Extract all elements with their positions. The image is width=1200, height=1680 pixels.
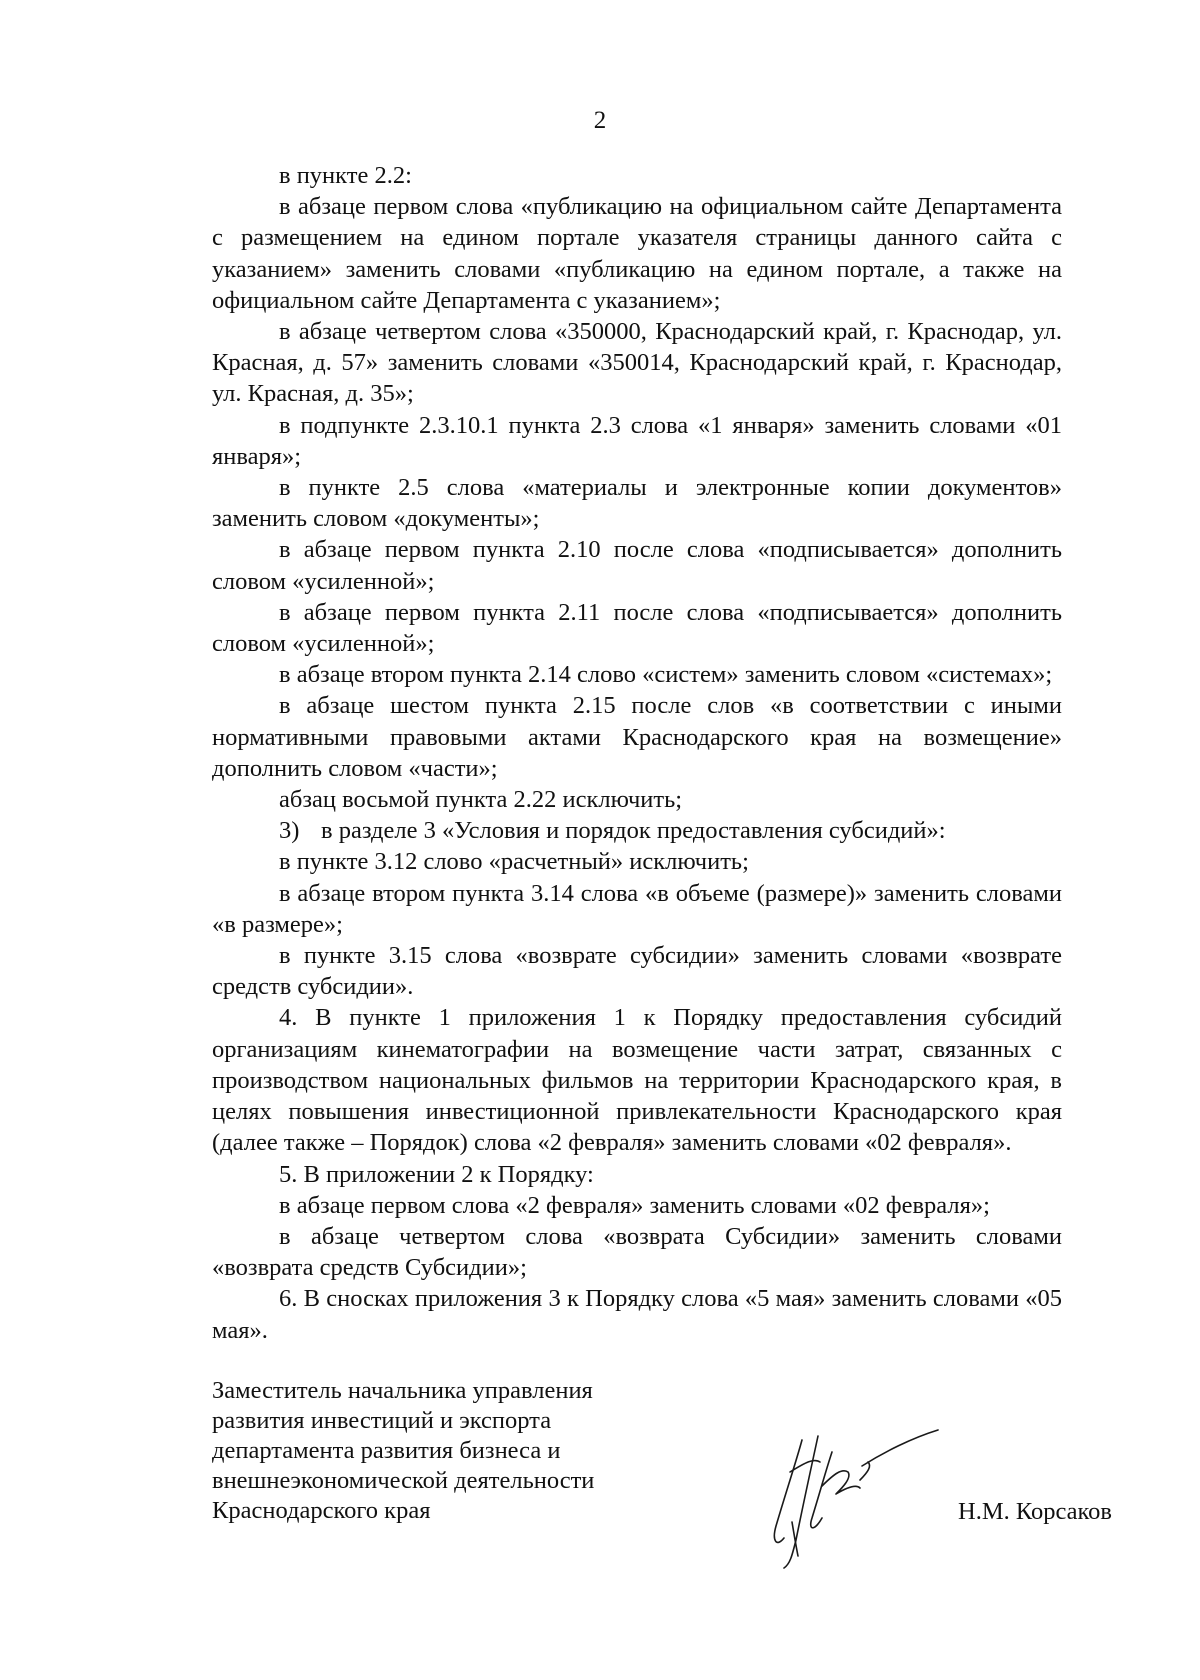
paragraph: в абзаце шестом пункта 2.15 после слов «в соответствии с иными нормативными правовыми актами Краснодарского края на возмещение» дополнить словом «части»;	[212, 692, 1062, 782]
paragraph: абзац восьмой пункта 2.22 исключить;	[279, 786, 683, 814]
paragraph: в абзаце первом слова «публикацию на официальном сайте Департамента с размещением на едином портале указателя страницы данного сайта с указанием» заменить словами «публикацию на едином портале, а также на официальном сайте Департамента с указанием»;	[212, 193, 1062, 314]
page-number: 2	[593, 107, 607, 134]
paragraph: в абзаце втором пункта 3.14 слова «в объеме (размере)» заменить словами «в размере»;	[212, 879, 1062, 938]
paragraph: в подпункте 2.3.10.1 пункта 2.3 слова «1 января» заменить словами «01 января»;	[212, 411, 1062, 470]
signer-position-line: развития инвестиций и экспорта	[212, 1407, 552, 1434]
paragraph: 4. В пункте 1 приложения 1 к Порядку предоставления субсидий организациям кинематографии на возмещение части затрат, связанных с производством национальных фильмов на территории Краснодарского края, в целях повышения инвестиционной привлекательности Краснодарского края (далее также – Порядок) слова «2 февраля» заменить словами «02 февраля».	[212, 1004, 1062, 1157]
list-item-text: в разделе 3 «Условия и порядок предоставления субсидий»:	[321, 817, 946, 845]
list-item-section-3	[212, 815, 1062, 846]
paragraph: в пункте 2.2:	[279, 162, 412, 189]
signer-position-line: внешнеэкономической деятельности	[212, 1467, 595, 1494]
signer-position-line: департамента развития бизнеса и	[212, 1437, 561, 1464]
signer-name: Н.М. Корсаков	[958, 1498, 1112, 1525]
paragraph: в пункте 2.5 слова «материалы и электронные копии документов» заменить словом «документы»;	[212, 474, 1062, 533]
paragraph: 6. В сносках приложения 3 к Порядку слова «5 мая» заменить словами «05 мая».	[212, 1285, 1062, 1344]
signer-position-line: Заместитель начальника управления	[212, 1377, 593, 1404]
handwritten-signature	[762, 1422, 942, 1572]
signer-position	[212, 1376, 692, 1526]
paragraph: в пункте 3.12 слово «расчетный» исключить;	[279, 848, 749, 876]
paragraph: в абзаце четвертом слова «350000, Краснодарский край, г. Краснодар, ул. Красная, д. 57» заменить словами «350014, Краснодарский край, г. Краснодар, ул. Красная, д. 35»;	[212, 318, 1062, 408]
document-body	[212, 160, 1062, 1346]
signer-position-line: Краснодарского края	[212, 1497, 431, 1524]
paragraph: 5. В приложении 2 к Порядку:	[279, 1160, 594, 1188]
paragraph: в абзаце втором пункта 2.14 слово «систем» заменить словом «системах»;	[279, 661, 1053, 689]
paragraph: в абзаце первом пункта 2.10 после слова «подписывается» дополнить словом «усиленной»;	[212, 536, 1062, 595]
list-marker: 3)	[279, 817, 300, 845]
paragraph: в абзаце четвертом слова «возврата Субсидии» заменить словами «возврата средств Субсидии»;	[212, 1222, 1062, 1282]
paragraph: в абзаце первом пункта 2.11 после слова «подписывается» дополнить словом «усиленной»;	[212, 598, 1062, 658]
paragraph: в абзаце первом слова «2 февраля» заменить словами «02 февраля»;	[279, 1191, 990, 1219]
paragraph: в пункте 3.15 слова «возврате субсидии» заменить словами «возврате средств субсидии».	[212, 942, 1062, 1001]
